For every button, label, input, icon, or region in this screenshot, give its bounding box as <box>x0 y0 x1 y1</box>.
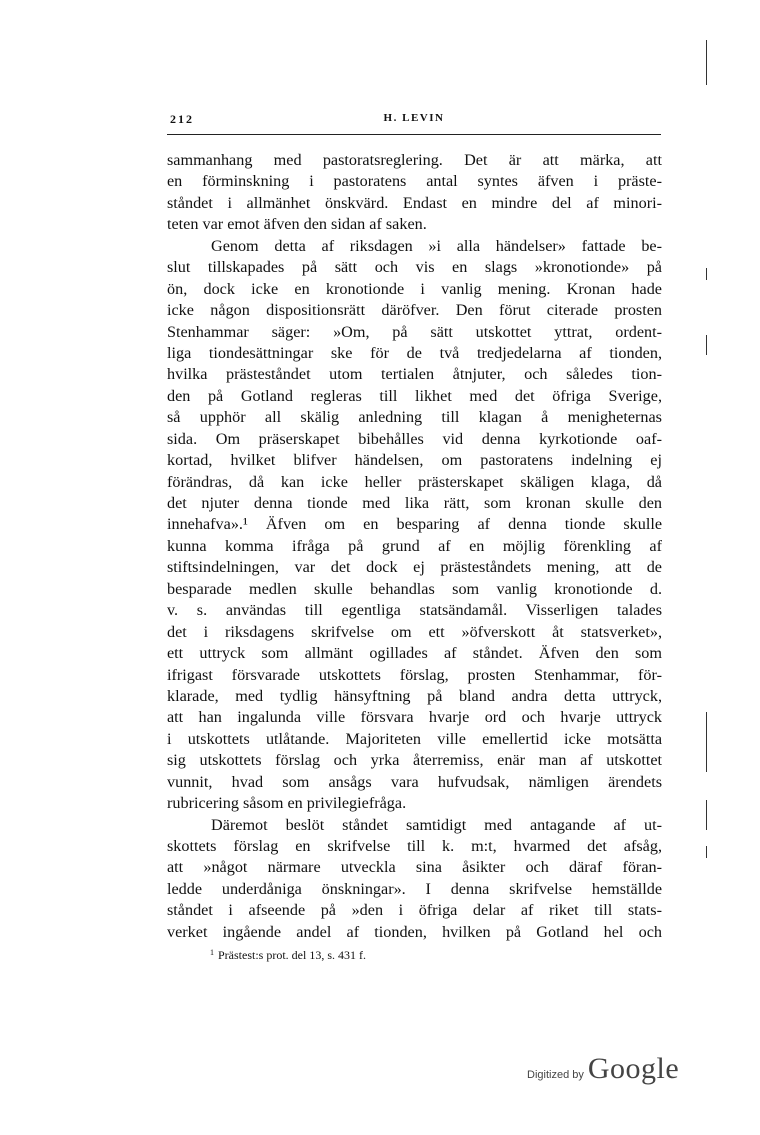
text-line: icke någon dispositionsrätt däröfver. Den förut citerade prosten <box>167 301 662 320</box>
text-line: det njuter denna tionde med lika rätt, som kronan skulle den <box>167 494 662 512</box>
text-line: så upphör all skälig anledning till klagan å menigheternas <box>167 408 662 427</box>
text-line: den på Gotland regleras till likhet med det öfriga Sverige, <box>167 386 662 405</box>
text-line: sida. Om präserskapet bibehålles vid denna kyrkotionde oaf- <box>167 429 662 448</box>
body-text <box>167 150 662 943</box>
text-line: att han ingalunda ville försvara hvarje ord och hvarje uttryck <box>167 708 662 727</box>
footnote-text: Prästest:s prot. del 13, s. 431 f. <box>218 948 366 962</box>
text-line: innehafva».¹ Äfven om en besparing af denna tionde skulle <box>167 515 662 534</box>
text-line: v. s. användas till egentliga statsändamål. Visserligen talades <box>167 601 662 620</box>
text-line: teten var emot äfven den sidan af saken. <box>167 215 427 234</box>
margin-scan-line <box>706 712 707 772</box>
text-line: förändras, då kan icke heller prästerskapet skäligen klaga, då <box>167 472 662 491</box>
text-line: klarade, med tydlig hänsyftning på bland andra detta uttryck, <box>167 686 662 705</box>
text-line: kortad, hvilket blifver händelsen, om pastoratens indelning ej <box>167 451 662 470</box>
text-line: verket ingående andel af tionden, hvilken på Gotland hel och <box>167 922 662 941</box>
text-line: skottets förslag en skrifvelse till k. m:t, hvarmed det afsåg, <box>167 837 662 855</box>
text-line: ståndet i allmänhet önskvärd. Endast en mindre del af minori- <box>167 193 662 212</box>
page-header <box>167 112 661 135</box>
text-line: det i riksdagens skrifvelse om ett »öfverskott åt statsverket», <box>167 622 662 641</box>
text-line: sammanhang med pastoratsreglering. Det är att märka, att <box>167 151 662 169</box>
text-line: ön, dock icke en kronotionde i vanlig mening. Kronan hade <box>167 279 662 298</box>
footnote <box>210 948 366 963</box>
margin-scan-line <box>706 335 707 355</box>
text-line: Genom detta af riksdagen »i alla händelser» fattade be- <box>211 236 662 255</box>
text-line: att »något närmare utveckla sina åsikter och däraf föran- <box>167 858 662 877</box>
text-line: slut tillskapades på sätt och vis en slags »kronotionde» på <box>167 258 662 277</box>
text-line: besparade medlen skulle behandlas som vanlig kronotionde d. <box>167 579 662 598</box>
margin-scan-line <box>706 846 707 858</box>
watermark-prefix: Digitized by <box>527 1069 584 1081</box>
text-line: sig utskottets förslag och yrka återremiss, enär man af utskottet <box>167 751 662 770</box>
running-head: H. LEVIN <box>383 112 445 124</box>
text-line: en förminskning i pastoratens antal syntes äfven i präste- <box>167 172 662 191</box>
text-line: rubricering såsom en privilegiefråga. <box>167 794 407 813</box>
margin-scan-line <box>706 268 707 280</box>
text-line: kunna komma ifråga på grund af en möjlig förenkling af <box>167 536 662 555</box>
text-line: ett uttryck som allmänt ogillades af ståndet. Äfven den som <box>167 644 662 663</box>
text-line: Stenhammar säger: »Om, på sätt utskottet yttrat, ordent- <box>167 322 662 341</box>
text-line: Däremot beslöt ståndet samtidigt med antagande af ut- <box>211 815 662 834</box>
text-line: i utskottets utlåtande. Majoriteten ville emellertid icke motsätta <box>167 729 662 748</box>
digitized-watermark <box>527 1052 679 1092</box>
text-line: ledde underdåniga önskningar». I denna skrifvelse hemställde <box>167 879 662 898</box>
text-line: hvilka prästeståndet utom tertialen åtnjuter, och således tion- <box>167 365 662 384</box>
text-line: liga tiondesättningar ske för de två tredjedelarna af tionden, <box>167 343 662 362</box>
margin-scan-line <box>706 40 707 85</box>
footnote-marker: 1 <box>210 948 214 957</box>
page-number: 212 <box>170 112 194 126</box>
google-logo: Google <box>587 1052 680 1085</box>
text-line: ståndet i afseende på »den i öfriga delar af riket till stats- <box>167 901 662 920</box>
text-line: stiftsindelningen, var det dock ej prästeståndets mening, att de <box>167 558 662 577</box>
text-line: vunnit, hvad som ansågs vara hufvudsak, nämligen ärendets <box>167 772 662 791</box>
text-line: ifrigast försvarade utskottets förslag, prosten Stenhammar, för- <box>167 665 662 684</box>
margin-scan-line <box>706 800 707 830</box>
